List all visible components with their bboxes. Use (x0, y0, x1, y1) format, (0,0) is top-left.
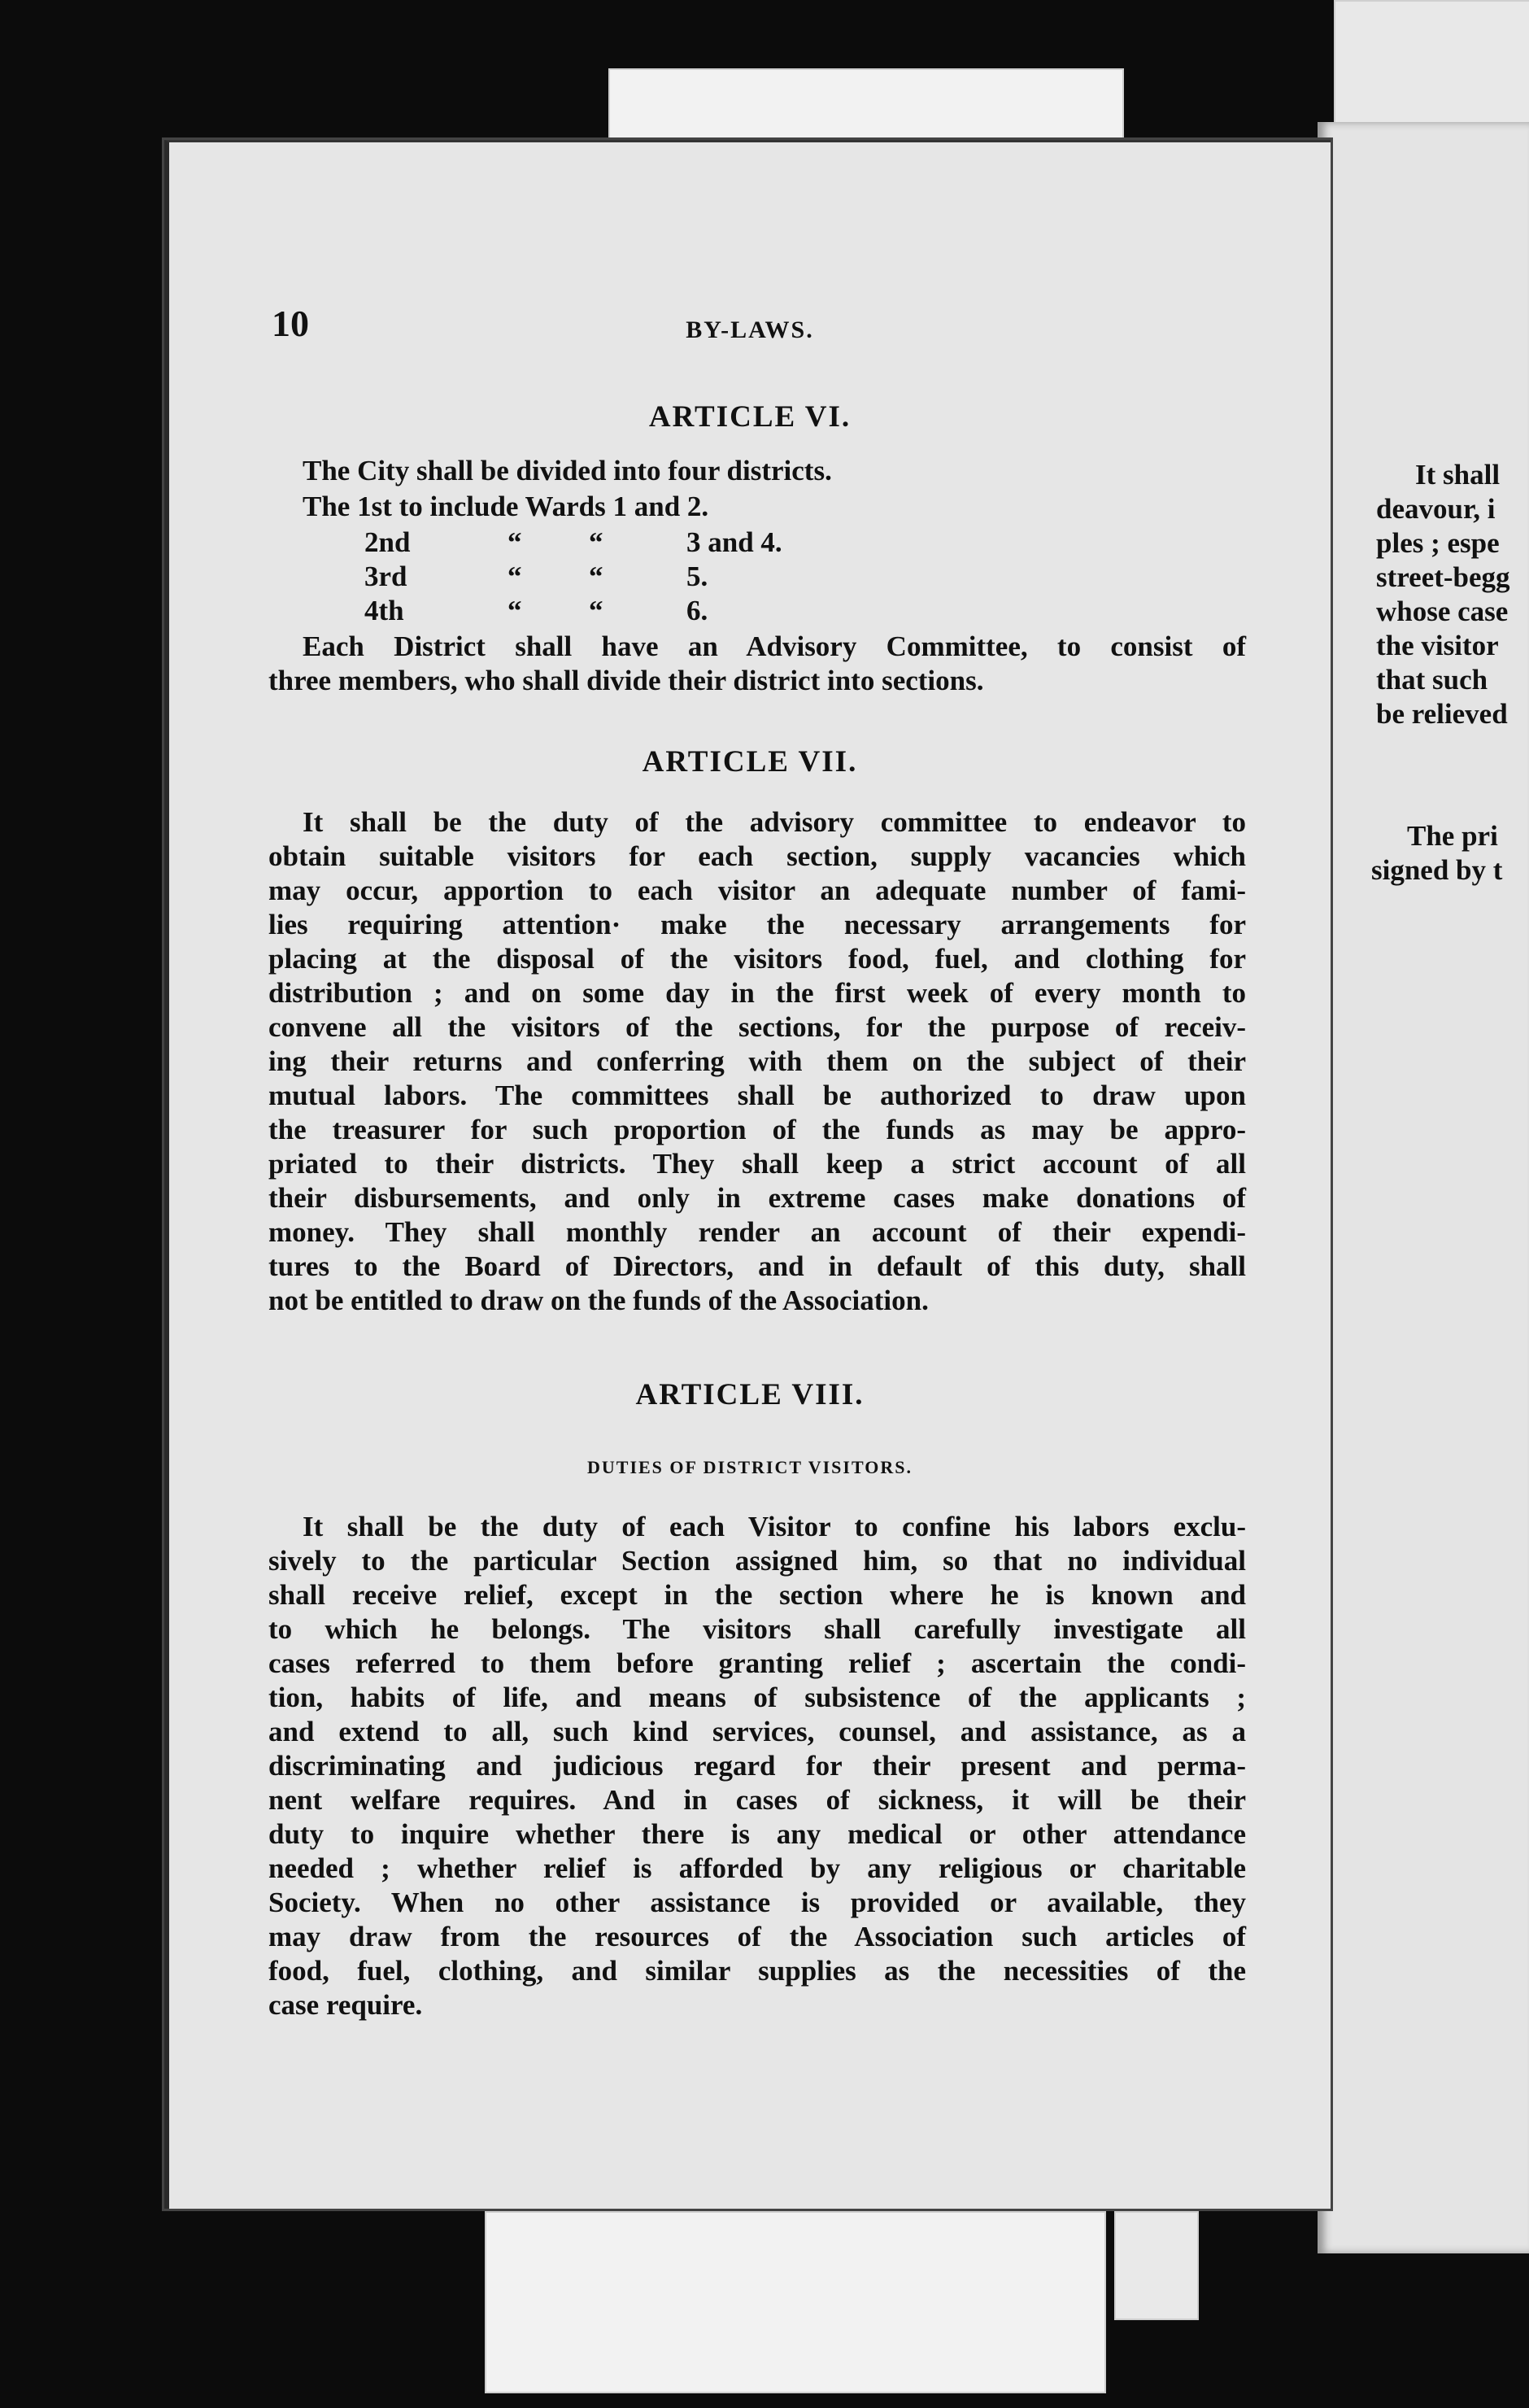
text-line: obtain suitable visitors for each section, supply vacancies which (268, 840, 1246, 872)
text-line: convene all the visitors of the sections, for the purpose of receiv- (268, 1011, 1246, 1043)
opposite-line: that such (1376, 664, 1488, 696)
opposite-line: deavour, i (1376, 493, 1496, 525)
ditto-mark: “ (507, 595, 522, 626)
text-line: tures to the Board of Directors, and in default of this duty, shall (268, 1250, 1246, 1282)
paper-strip-top-right (1334, 0, 1529, 125)
article-viii-heading: ARTICLE VIII. (635, 1378, 865, 1411)
text-line: may occur, apportion to each visitor an adequate number of fami- (268, 875, 1246, 906)
opposite-line: be relieved (1376, 698, 1508, 730)
opposite-line: The pri (1407, 820, 1498, 852)
text-line: food, fuel, clothing, and similar supplies as the necessities of the (268, 1955, 1246, 1987)
text-line: lies requiring attention· make the necessary arrangements for (268, 909, 1246, 940)
opposite-line: the visitor (1376, 630, 1499, 661)
page (164, 140, 1331, 2209)
ward-numbers: 6. (686, 595, 708, 626)
text-line: needed ; whether relief is afforded by any religious or charitable (268, 1852, 1246, 1884)
text-line: may draw from the resources of the Association such articles of (268, 1921, 1246, 1952)
text-line: shall receive relief, except in the section where he is known and (268, 1579, 1246, 1611)
text-line: case require. (268, 1989, 423, 2021)
text-line: ing their returns and conferring with them on the subject of their (268, 1045, 1246, 1077)
text-line: cases referred to them before granting relief ; ascertain the condi- (268, 1647, 1246, 1679)
text-line: mutual labors. The committees shall be authorized to draw upon (268, 1080, 1246, 1111)
ward-ordinal: 4th (364, 595, 404, 626)
text-line: The City shall be divided into four districts. (303, 455, 832, 486)
article-vii-heading: ARTICLE VII. (642, 745, 858, 779)
text-line: Society. When no other assistance is provided or available, they (268, 1887, 1246, 1918)
ditto-mark: “ (507, 561, 522, 592)
paper-strip-bottom-small (1114, 2211, 1199, 2320)
text-line: not be entitled to draw on the funds of the Association. (268, 1285, 929, 1316)
paper-strip-bottom (485, 2211, 1106, 2393)
text-line: priated to their districts. They shall keep a strict account of all (268, 1148, 1246, 1180)
ward-numbers: 5. (686, 561, 708, 592)
text-line: Each District shall have an Advisory Committee, to consist of (303, 630, 1246, 662)
text-line: money. They shall monthly render an account of their expendi- (268, 1216, 1246, 1248)
ward-ordinal: 2nd (364, 526, 411, 558)
article-vi-heading: ARTICLE VI. (648, 400, 852, 434)
text-line: sively to the particular Section assigned him, so that no individual (268, 1545, 1246, 1577)
article-viii-subheading: DUTIES OF DISTRICT VISITORS. (587, 1457, 913, 1477)
running-head: BY-LAWS. (686, 316, 814, 343)
page-number: 10 (272, 303, 309, 344)
text-line: placing at the disposal of the visitors food, fuel, and clothing for (268, 943, 1246, 975)
text-line: The 1st to include Wards 1 and 2. (303, 491, 709, 522)
ward-ordinal: 3rd (364, 561, 407, 592)
opposite-line: street-begg (1376, 561, 1510, 593)
ditto-mark: “ (589, 595, 603, 626)
ditto-mark: “ (507, 526, 522, 558)
text-line: duty to inquire whether there is any medical or other attendance (268, 1818, 1246, 1850)
text-line: and extend to all, such kind services, counsel, and assistance, as a (268, 1716, 1246, 1747)
text-line: to which he belongs. The visitors shall carefully investigate all (268, 1613, 1246, 1645)
text-line: It shall be the duty of each Visitor to confine his labors exclu- (303, 1511, 1246, 1542)
text-line: nent welfare requires. And in cases of sickness, it will be their (268, 1784, 1246, 1816)
text-line: the treasurer for such proportion of the funds as may be appro- (268, 1114, 1246, 1145)
text-line: three members, who shall divide their district into sections. (268, 665, 984, 696)
ditto-mark: “ (589, 561, 603, 592)
opposite-line: signed by t (1371, 854, 1503, 886)
text-line: distribution ; and on some day in the first week of every month to (268, 977, 1246, 1009)
opposite-line: ples ; espe (1376, 527, 1500, 559)
text-line: discriminating and judicious regard for their present and perma- (268, 1750, 1246, 1782)
ward-numbers: 3 and 4. (686, 526, 782, 558)
text-line: tion, habits of life, and means of subsistence of the applicants ; (268, 1682, 1246, 1713)
ditto-mark: “ (589, 526, 603, 558)
text-line: their disbursements, and only in extreme cases make donations of (268, 1182, 1246, 1214)
opposite-line: It shall (1415, 459, 1501, 491)
text-line: It shall be the duty of the advisory committee to endeavor to (303, 806, 1246, 838)
opposite-line: whose case (1376, 595, 1509, 627)
opposite-page (1318, 122, 1529, 2253)
